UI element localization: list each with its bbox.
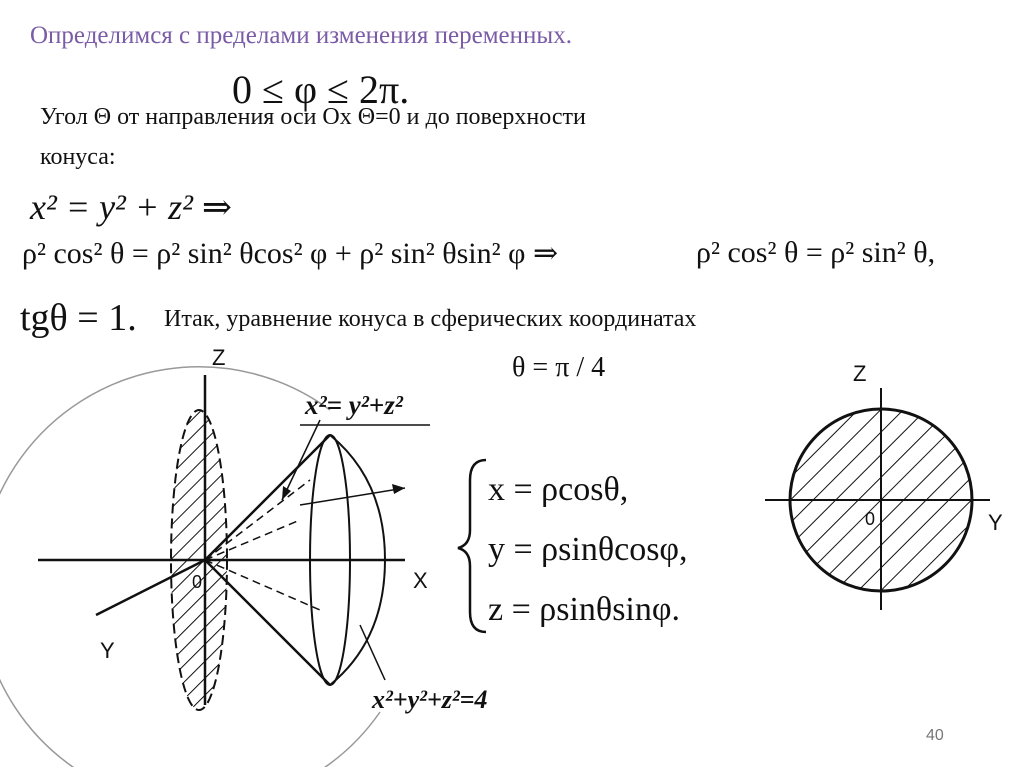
left-origin-label: 0 xyxy=(192,572,203,592)
right-origin-label: 0 xyxy=(865,509,876,529)
cone-label: x²= y²+z² xyxy=(305,390,403,420)
reduced-formula: ρ² cos² θ = ρ² sin² θ, xyxy=(696,236,936,269)
angle-description-line1: Угол Θ от направления оси Ох Θ=0 и до поверхности xyxy=(40,104,586,130)
cone-equation: x² = y² + z² ⇒ xyxy=(30,187,233,227)
system-eq-x: x = ρcosθ, xyxy=(488,471,629,508)
right-axis-y-label: Y xyxy=(988,510,1003,535)
sphere-label: x²+y²+z²=4 xyxy=(372,685,488,714)
right-figure xyxy=(765,361,1003,610)
system-eq-z: z = ρsinθsinφ. xyxy=(488,591,680,628)
left-axis-z-label: Z xyxy=(212,345,226,370)
spherical-substitution-formula: ρ² cos² θ = ρ² sin² θcos² φ + ρ² sin² θsin² φ ⇒ xyxy=(22,237,559,270)
theta-value-formula: θ = π / 4 xyxy=(512,352,606,383)
right-axis-z-label: Z xyxy=(853,361,867,386)
spherical-coordinates-system xyxy=(488,460,688,640)
left-axis-y-label: Y xyxy=(100,638,115,663)
tangent-formula: tgθ = 1. xyxy=(20,297,137,339)
slide-heading: Определимся с пределами изменения переменных. xyxy=(30,22,572,49)
left-figure xyxy=(0,345,488,767)
page-number: 40 xyxy=(926,727,944,744)
left-axis-x-label: X xyxy=(413,568,428,593)
angle-description-line2: конуса: xyxy=(40,144,116,170)
phi-range-formula: 0 ≤ φ ≤ 2π. xyxy=(232,67,410,112)
system-brace xyxy=(458,460,486,632)
system-eq-y: y = ρsinθcosφ, xyxy=(488,531,688,568)
conclusion-text: Итак, уравнение конуса в сферических координатах xyxy=(164,306,697,332)
